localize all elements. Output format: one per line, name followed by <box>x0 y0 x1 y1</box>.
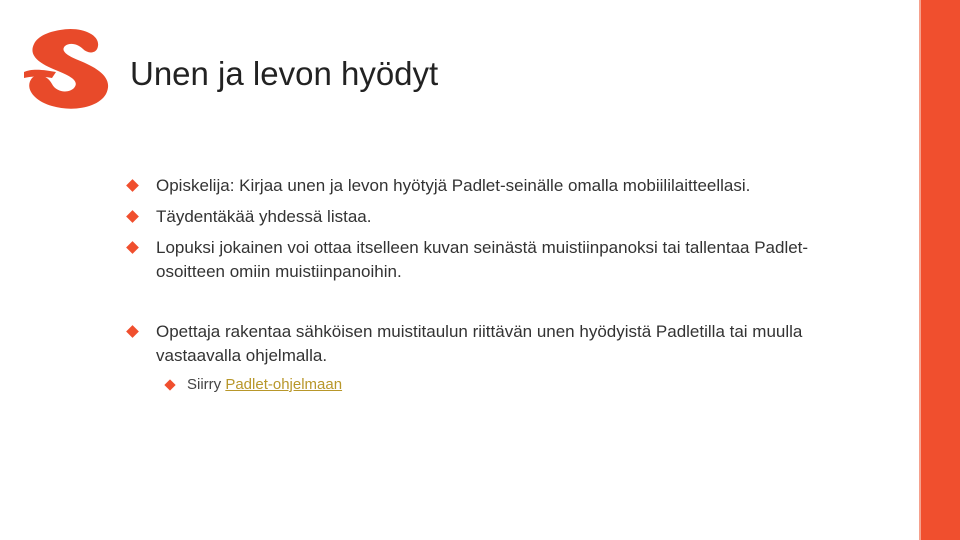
diamond-bullet-icon <box>126 325 139 338</box>
padlet-link[interactable]: Padlet-ohjelmaan <box>225 376 343 393</box>
bullet-item <box>156 205 816 229</box>
bullet-item <box>156 236 816 284</box>
bullet-text: Opettaja rakentaa sähköisen muistitaulun riittävän unen hyödyistä Padletilla tai muulla vastaavalla ohjelmalla. <box>156 322 803 365</box>
diamond-bullet-icon <box>126 241 139 254</box>
sub-bullet-item <box>187 374 587 396</box>
bullet-item <box>156 174 816 198</box>
right-accent-bar <box>921 0 960 540</box>
bullet-text: Lopuksi jokainen voi ottaa itselleen kuvan seinästä muistiinpanoksi tai tallentaa Padlet-osoitteen omiin muistiinpanoihin. <box>156 238 809 281</box>
s-logo-icon <box>22 28 114 110</box>
bullet-text: Täydentäkää yhdessä listaa. <box>156 207 372 226</box>
bullet-item <box>156 320 816 368</box>
bullet-text: Opiskelija: Kirjaa unen ja levon hyötyjä Padlet-seinälle omalla mobiililaitteellasi. <box>156 176 751 195</box>
diamond-bullet-icon <box>164 379 175 390</box>
diamond-bullet-icon <box>126 179 139 192</box>
diamond-bullet-icon <box>126 210 139 223</box>
slide-title: Unen ja levon hyödyt <box>130 55 439 92</box>
sub-bullet-prefix: Siirry <box>187 376 226 393</box>
